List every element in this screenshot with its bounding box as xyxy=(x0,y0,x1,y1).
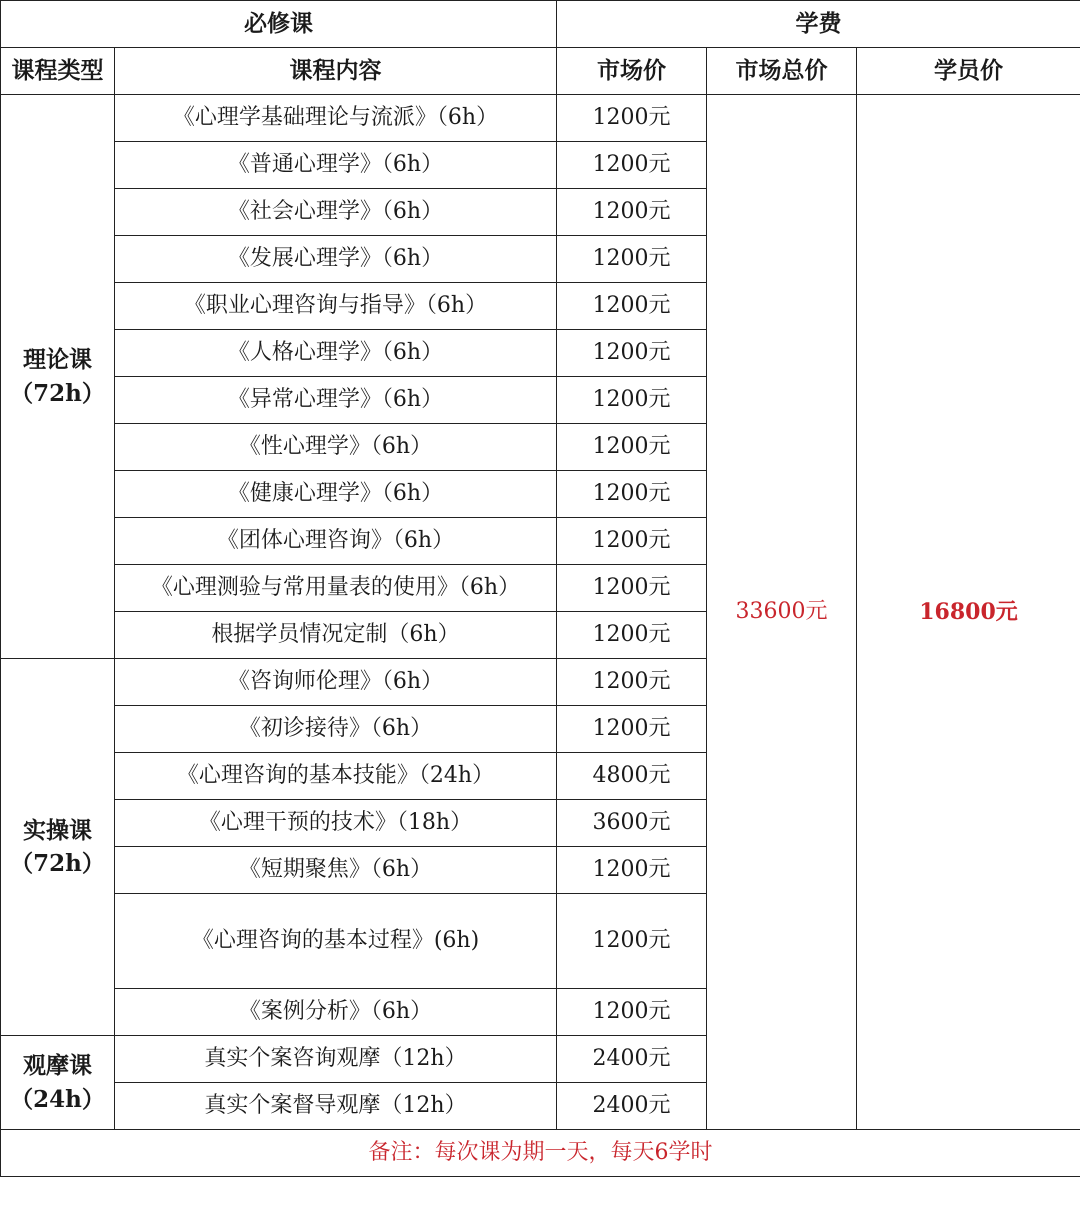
course-name: 真实个案咨询观摩（12h） xyxy=(115,1036,557,1083)
course-price: 2400元 xyxy=(557,1083,707,1130)
required-course-header: 必修课 xyxy=(1,1,557,48)
note-row xyxy=(1,1130,1080,1177)
course-type-header: 课程类型 xyxy=(1,48,115,95)
tuition-header: 学费 xyxy=(557,1,1080,48)
course-name: 真实个案督导观摩（12h） xyxy=(115,1083,557,1130)
course-price: 1200元 xyxy=(557,377,707,424)
course-price: 1200元 xyxy=(557,283,707,330)
course-price: 1200元 xyxy=(557,894,707,989)
market-price-header: 市场价 xyxy=(557,48,707,95)
course-type-practice xyxy=(1,659,115,1036)
course-name: 《性心理学》（6h） xyxy=(115,424,557,471)
course-price: 1200元 xyxy=(557,565,707,612)
course-name: 《心理干预的技术》（18h） xyxy=(115,800,557,847)
student-price-header: 学员价 xyxy=(857,48,1080,95)
course-name: 《发展心理学》（6h） xyxy=(115,236,557,283)
header-row-2 xyxy=(1,48,1080,95)
course-name: 《健康心理学》（6h） xyxy=(115,471,557,518)
course-name: 《团体心理咨询》（6h） xyxy=(115,518,557,565)
course-name: 《心理学基础理论与流派》（6h） xyxy=(115,95,557,142)
market-total-value: 33600元 xyxy=(707,95,857,1130)
course-price: 1200元 xyxy=(557,847,707,894)
course-name: 《异常心理学》（6h） xyxy=(115,377,557,424)
header-row-1 xyxy=(1,1,1080,48)
course-price: 1200元 xyxy=(557,518,707,565)
student-price-value: 16800元 xyxy=(857,95,1080,1130)
course-content-header: 课程内容 xyxy=(115,48,557,95)
course-price: 1200元 xyxy=(557,612,707,659)
course-price: 2400元 xyxy=(557,1036,707,1083)
course-name: 《初诊接待》（6h） xyxy=(115,706,557,753)
course-price: 1200元 xyxy=(557,95,707,142)
course-price: 3600元 xyxy=(557,800,707,847)
course-price: 1200元 xyxy=(557,424,707,471)
course-price: 4800元 xyxy=(557,753,707,800)
course-price: 1200元 xyxy=(557,330,707,377)
course-name: 《社会心理学》（6h） xyxy=(115,189,557,236)
course-price: 1200元 xyxy=(557,236,707,283)
course-price: 1200元 xyxy=(557,989,707,1036)
course-type-hours: （72h） xyxy=(10,379,105,407)
course-name: 《心理测验与常用量表的使用》（6h） xyxy=(115,565,557,612)
course-name: 《案例分析》（6h） xyxy=(115,989,557,1036)
market-total-header: 市场总价 xyxy=(707,48,857,95)
course-name: 《人格心理学》（6h） xyxy=(115,330,557,377)
course-price: 1200元 xyxy=(557,471,707,518)
course-name: 根据学员情况定制（6h） xyxy=(115,612,557,659)
course-price: 1200元 xyxy=(557,189,707,236)
table-row xyxy=(1,95,1080,142)
course-name: 《短期聚焦》（6h） xyxy=(115,847,557,894)
course-name: 《咨询师伦理》（6h） xyxy=(115,659,557,706)
course-type-label: 理论课 xyxy=(23,346,92,374)
course-type-hours: （72h） xyxy=(10,850,105,877)
course-name: 《普通心理学》（6h） xyxy=(115,142,557,189)
course-type-hours: （24h） xyxy=(10,1085,105,1113)
course-name: 《心理咨询的基本技能》（24h） xyxy=(115,753,557,800)
course-type-label: 观摩课 xyxy=(23,1052,92,1080)
course-type-label: 实操课 xyxy=(23,816,92,844)
remark-note: 备注：每次课为期一天，每天6学时 xyxy=(1,1130,1080,1177)
course-name: 《心理咨询的基本过程》(6h) xyxy=(115,894,557,989)
course-type-observation xyxy=(1,1036,115,1130)
course-type-theory xyxy=(1,95,115,659)
course-price: 1200元 xyxy=(557,706,707,753)
course-name: 《职业心理咨询与指导》（6h） xyxy=(115,283,557,330)
course-price: 1200元 xyxy=(557,659,707,706)
course-price: 1200元 xyxy=(557,142,707,189)
